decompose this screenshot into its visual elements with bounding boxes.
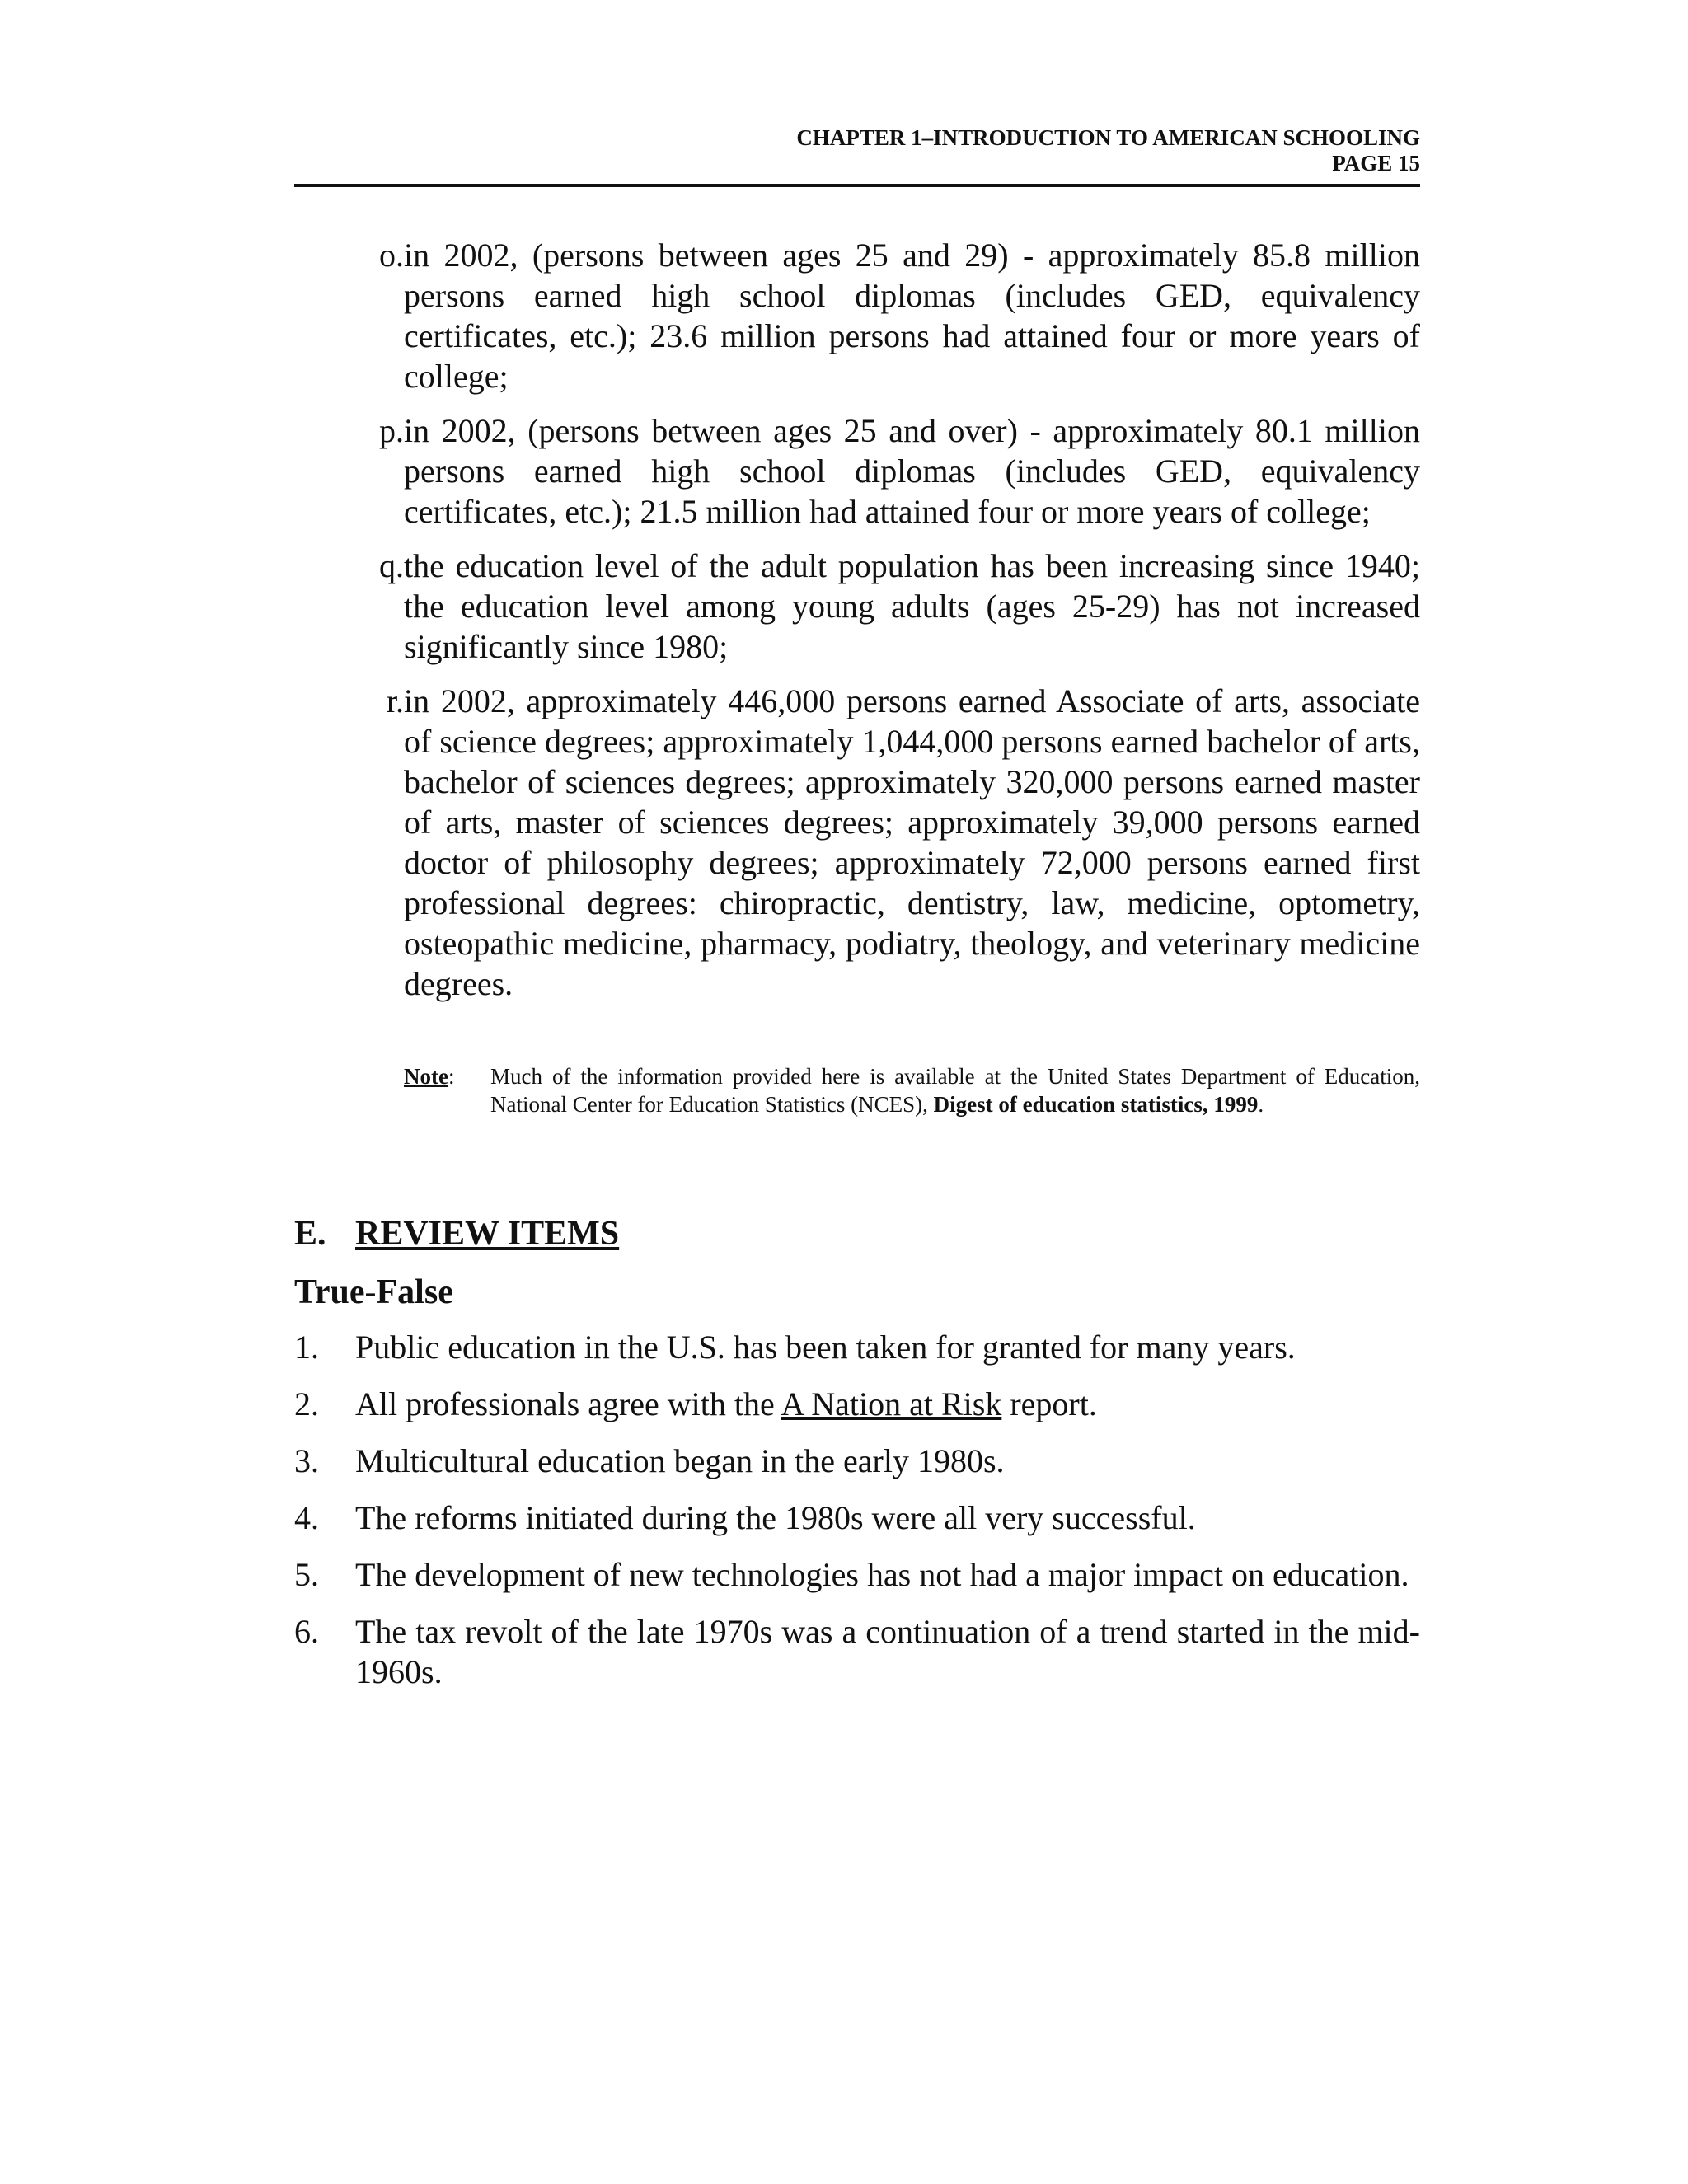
item-text: The reforms initiated during the 1980s were all very successful. (355, 1499, 1196, 1536)
list-item-text: in 2002, (persons between ages 25 and 29) - approximately 85.8 million persons earned high school diplomas (includes GED, equivalency certificates, etc.); 23.6 million persons had attained four or more years of college; (404, 237, 1420, 395)
source-title: Digest of education statistics, 1999 (933, 1092, 1259, 1117)
review-items-list (294, 1327, 1420, 1708)
subsection-heading: True-False (294, 1273, 453, 1311)
statistics-list (354, 235, 1420, 1018)
item-number: 3. (294, 1442, 319, 1479)
section-heading (294, 1213, 619, 1254)
item-text: Multicultural education began in the early 1980s. (355, 1442, 1005, 1479)
list-item-text: in 2002, (persons between ages 25 and over) - approximately 80.1 million persons earned high school diplomas (includes GED, equivalency certificates, etc.); 21.5 million had attained four or more years of college; (404, 412, 1420, 530)
note-text: Much of the information provided here is available at the United States Department of Education, National Center for Education Statistics (NCES), Digest of education statistics, 1999. (490, 1064, 1420, 1117)
item-text: The development of new technologies has not had a major impact on education. (355, 1556, 1409, 1593)
item-number: 5. (294, 1556, 319, 1593)
source-note (404, 1062, 1420, 1118)
review-item (294, 1441, 1420, 1481)
chapter-title: CHAPTER 1–INTRODUCTION TO AMERICAN SCHOOLING (796, 125, 1420, 150)
review-item (294, 1384, 1420, 1424)
section-title: REVIEW ITEMS (355, 1215, 620, 1253)
item-number: 2. (294, 1385, 319, 1422)
running-header (294, 125, 1420, 176)
item-text: All professionals agree with the A Nation at Risk report. (355, 1385, 1097, 1422)
item-text: Public education in the U.S. has been taken for granted for many years. (355, 1329, 1296, 1366)
list-marker: p. (379, 412, 404, 449)
review-item (294, 1554, 1420, 1595)
page-number: PAGE 15 (1332, 151, 1420, 176)
list-item (354, 546, 1420, 667)
report-title: A Nation at Risk (781, 1385, 1002, 1422)
review-item (294, 1611, 1420, 1692)
list-marker: q. (379, 547, 404, 584)
list-marker: r. (386, 682, 404, 719)
list-item (354, 410, 1420, 532)
note-label: Note: (404, 1064, 455, 1089)
item-number: 6. (294, 1613, 319, 1650)
review-item (294, 1497, 1420, 1538)
item-text: The tax revolt of the late 1970s was a continuation of a trend started in the mid-1960s. (355, 1613, 1420, 1690)
item-number: 1. (294, 1329, 319, 1366)
list-item-text: the education level of the adult population has been increasing since 1940; the education level among young adults (ages 25-29) has not increased significantly since 1980; (404, 547, 1420, 665)
header-rule (294, 184, 1420, 187)
list-item (354, 681, 1420, 1004)
list-marker: o. (379, 237, 404, 274)
section-letter: E. (294, 1215, 326, 1253)
list-item (354, 235, 1420, 396)
list-item-text: in 2002, approximately 446,000 persons earned Associate of arts, associate of science degrees; approximately 1,044,000 persons earned bachelor of arts, bachelor of sciences degrees; approximately 320,000 persons earned master of arts, master of sciences degrees; approximately 39,000 persons earned doctor of philosophy degrees; approximately 72,000 persons earned first professional degrees: chiropractic, dentistry, law, medicine, optometry, osteopathic medicine, pharmacy, podiatry, theology, and veterinary medicine degrees. (404, 682, 1420, 1002)
item-number: 4. (294, 1499, 319, 1536)
review-item (294, 1327, 1420, 1367)
